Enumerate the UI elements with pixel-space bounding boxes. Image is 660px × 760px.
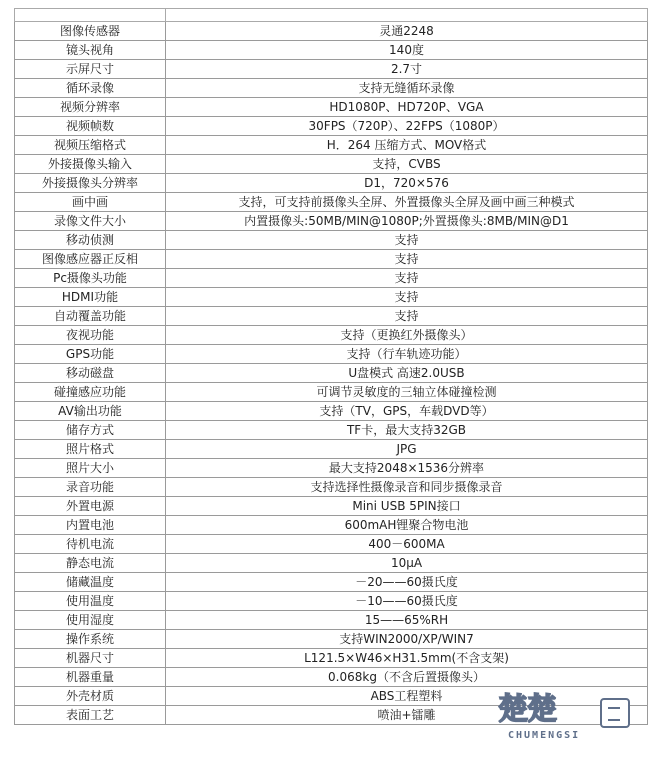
- spec-value: HD1080P、HD720P、VGA: [166, 98, 648, 117]
- spec-label: 外置电源: [15, 497, 166, 516]
- table-row: [15, 22, 648, 41]
- table-row: [15, 611, 648, 630]
- spec-table: [14, 8, 648, 725]
- spec-value: 内置摄像头:50MB/MIN@1080P;外置摄像头:8MB/MIN@D1: [166, 212, 648, 231]
- table-row: [15, 649, 648, 668]
- spec-value: －10——60摄氏度: [166, 592, 648, 611]
- spec-label: 外接摄像头分辨率: [15, 174, 166, 193]
- table-row: [15, 98, 648, 117]
- spec-label: 移动侦测: [15, 231, 166, 250]
- spec-value: 可调节灵敏度的三轴立体碰撞检测: [166, 383, 648, 402]
- spec-value: 灵通2248: [166, 22, 648, 41]
- spec-label: 移动磁盘: [15, 364, 166, 383]
- spec-label: 视频分辨率: [15, 98, 166, 117]
- table-row: [15, 345, 648, 364]
- spec-label: 机器重量: [15, 668, 166, 687]
- spec-value: 30FPS（720P）、22FPS（1080P）: [166, 117, 648, 136]
- spec-label: 录像文件大小: [15, 212, 166, 231]
- spec-label: 图像传感器: [15, 22, 166, 41]
- table-row: [15, 573, 648, 592]
- spec-label: 夜视功能: [15, 326, 166, 345]
- table-row: [15, 174, 648, 193]
- spec-value: TF卡，最大支持32GB: [166, 421, 648, 440]
- spec-label: 自动覆盖功能: [15, 307, 166, 326]
- spec-label: 使用湿度: [15, 611, 166, 630]
- spec-label: 循环录像: [15, 79, 166, 98]
- spec-label: 图像感应器正反相: [15, 250, 166, 269]
- spec-value: 0.068kg（不含后置摄像头）: [166, 668, 648, 687]
- spec-label: 表面工艺: [15, 706, 166, 725]
- table-row: [15, 212, 648, 231]
- spec-value: 支持无缝循环录像: [166, 79, 648, 98]
- table-row: [15, 60, 648, 79]
- spec-label: Pc摄像头功能: [15, 269, 166, 288]
- spec-label: GPS功能: [15, 345, 166, 364]
- spec-value: 支持: [166, 288, 648, 307]
- spec-label: HDMI功能: [15, 288, 166, 307]
- spec-label: 操作系统: [15, 630, 166, 649]
- spec-table-body: [15, 9, 648, 725]
- spec-value: －20——60摄氏度: [166, 573, 648, 592]
- table-row: [15, 155, 648, 174]
- table-row: [15, 421, 648, 440]
- spec-label: 照片格式: [15, 440, 166, 459]
- spec-value: L121.5×W46×H31.5mm(不含支架): [166, 649, 648, 668]
- table-row: [15, 497, 648, 516]
- table-header-row: [15, 9, 648, 22]
- table-row: [15, 440, 648, 459]
- spec-value: U盘模式 高速2.0USB: [166, 364, 648, 383]
- spec-label: 画中画: [15, 193, 166, 212]
- table-row: [15, 193, 648, 212]
- table-row: [15, 250, 648, 269]
- table-row: [15, 402, 648, 421]
- spec-label: 储藏温度: [15, 573, 166, 592]
- spec-label: 外壳材质: [15, 687, 166, 706]
- spec-value: 15——65%RH: [166, 611, 648, 630]
- spec-value: 支持，CVBS: [166, 155, 648, 174]
- watermark-subtext: CHUMENGSI: [508, 730, 581, 741]
- spec-value: 支持: [166, 269, 648, 288]
- spec-label: AV输出功能: [15, 402, 166, 421]
- table-row: [15, 288, 648, 307]
- spec-value: ABS工程塑料: [166, 687, 648, 706]
- spec-value: 支持: [166, 231, 648, 250]
- table-row: [15, 136, 648, 155]
- table-row: [15, 554, 648, 573]
- spec-label: 外接摄像头输入: [15, 155, 166, 174]
- table-row: [15, 307, 648, 326]
- spec-label: 视频帧数: [15, 117, 166, 136]
- spec-label: 内置电池: [15, 516, 166, 535]
- spec-value: 支持（行车轨迹功能）: [166, 345, 648, 364]
- spec-value: 400－600MA: [166, 535, 648, 554]
- table-row: [15, 79, 648, 98]
- spec-value: 支持WIN2000/XP/WIN7: [166, 630, 648, 649]
- spec-value: 支持: [166, 250, 648, 269]
- watermark: [498, 692, 638, 746]
- spec-label: 使用温度: [15, 592, 166, 611]
- table-row: [15, 41, 648, 60]
- table-row: [15, 535, 648, 554]
- table-row: [15, 630, 648, 649]
- seal-icon: [600, 698, 630, 728]
- spec-label: 待机电流: [15, 535, 166, 554]
- spec-value: H．264 压缩方式、MOV格式: [166, 136, 648, 155]
- header-cell-value: [166, 9, 648, 22]
- table-row: [15, 592, 648, 611]
- table-row: [15, 459, 648, 478]
- spec-value: JPG: [166, 440, 648, 459]
- spec-label: 录音功能: [15, 478, 166, 497]
- spec-value: 支持选择性摄像录音和同步摄像录音: [166, 478, 648, 497]
- spec-label: 静态电流: [15, 554, 166, 573]
- spec-value: 支持（更换红外摄像头）: [166, 326, 648, 345]
- table-row: [15, 231, 648, 250]
- spec-value: Mini USB 5PIN接口: [166, 497, 648, 516]
- table-row: [15, 516, 648, 535]
- spec-value: 支持，可支持前摄像头全屏、外置摄像头全屏及画中画三种模式: [166, 193, 648, 212]
- watermark-logo-text: 楚楚: [498, 692, 556, 727]
- table-row: [15, 117, 648, 136]
- spec-value: 最大支持2048×1536分辨率: [166, 459, 648, 478]
- spec-value: 600mAH锂聚合物电池: [166, 516, 648, 535]
- table-row: [15, 668, 648, 687]
- spec-label: 碰撞感应功能: [15, 383, 166, 402]
- spec-label: 机器尺寸: [15, 649, 166, 668]
- spec-label: 视频压缩格式: [15, 136, 166, 155]
- spec-value: 喷油+镭雕: [166, 706, 648, 725]
- table-row: [15, 364, 648, 383]
- header-cell-label: [15, 9, 166, 22]
- table-row: [15, 326, 648, 345]
- table-row: [15, 478, 648, 497]
- spec-value: 10μA: [166, 554, 648, 573]
- spec-label: 示屏尺寸: [15, 60, 166, 79]
- spec-label: 照片大小: [15, 459, 166, 478]
- table-row: [15, 269, 648, 288]
- spec-value: 支持（TV，GPS，车载DVD等）: [166, 402, 648, 421]
- spec-value: D1，720×576: [166, 174, 648, 193]
- spec-value: 2.7寸: [166, 60, 648, 79]
- table-row: [15, 383, 648, 402]
- spec-label: 镜头视角: [15, 41, 166, 60]
- spec-value: 支持: [166, 307, 648, 326]
- spec-label: 储存方式: [15, 421, 166, 440]
- spec-value: 140度: [166, 41, 648, 60]
